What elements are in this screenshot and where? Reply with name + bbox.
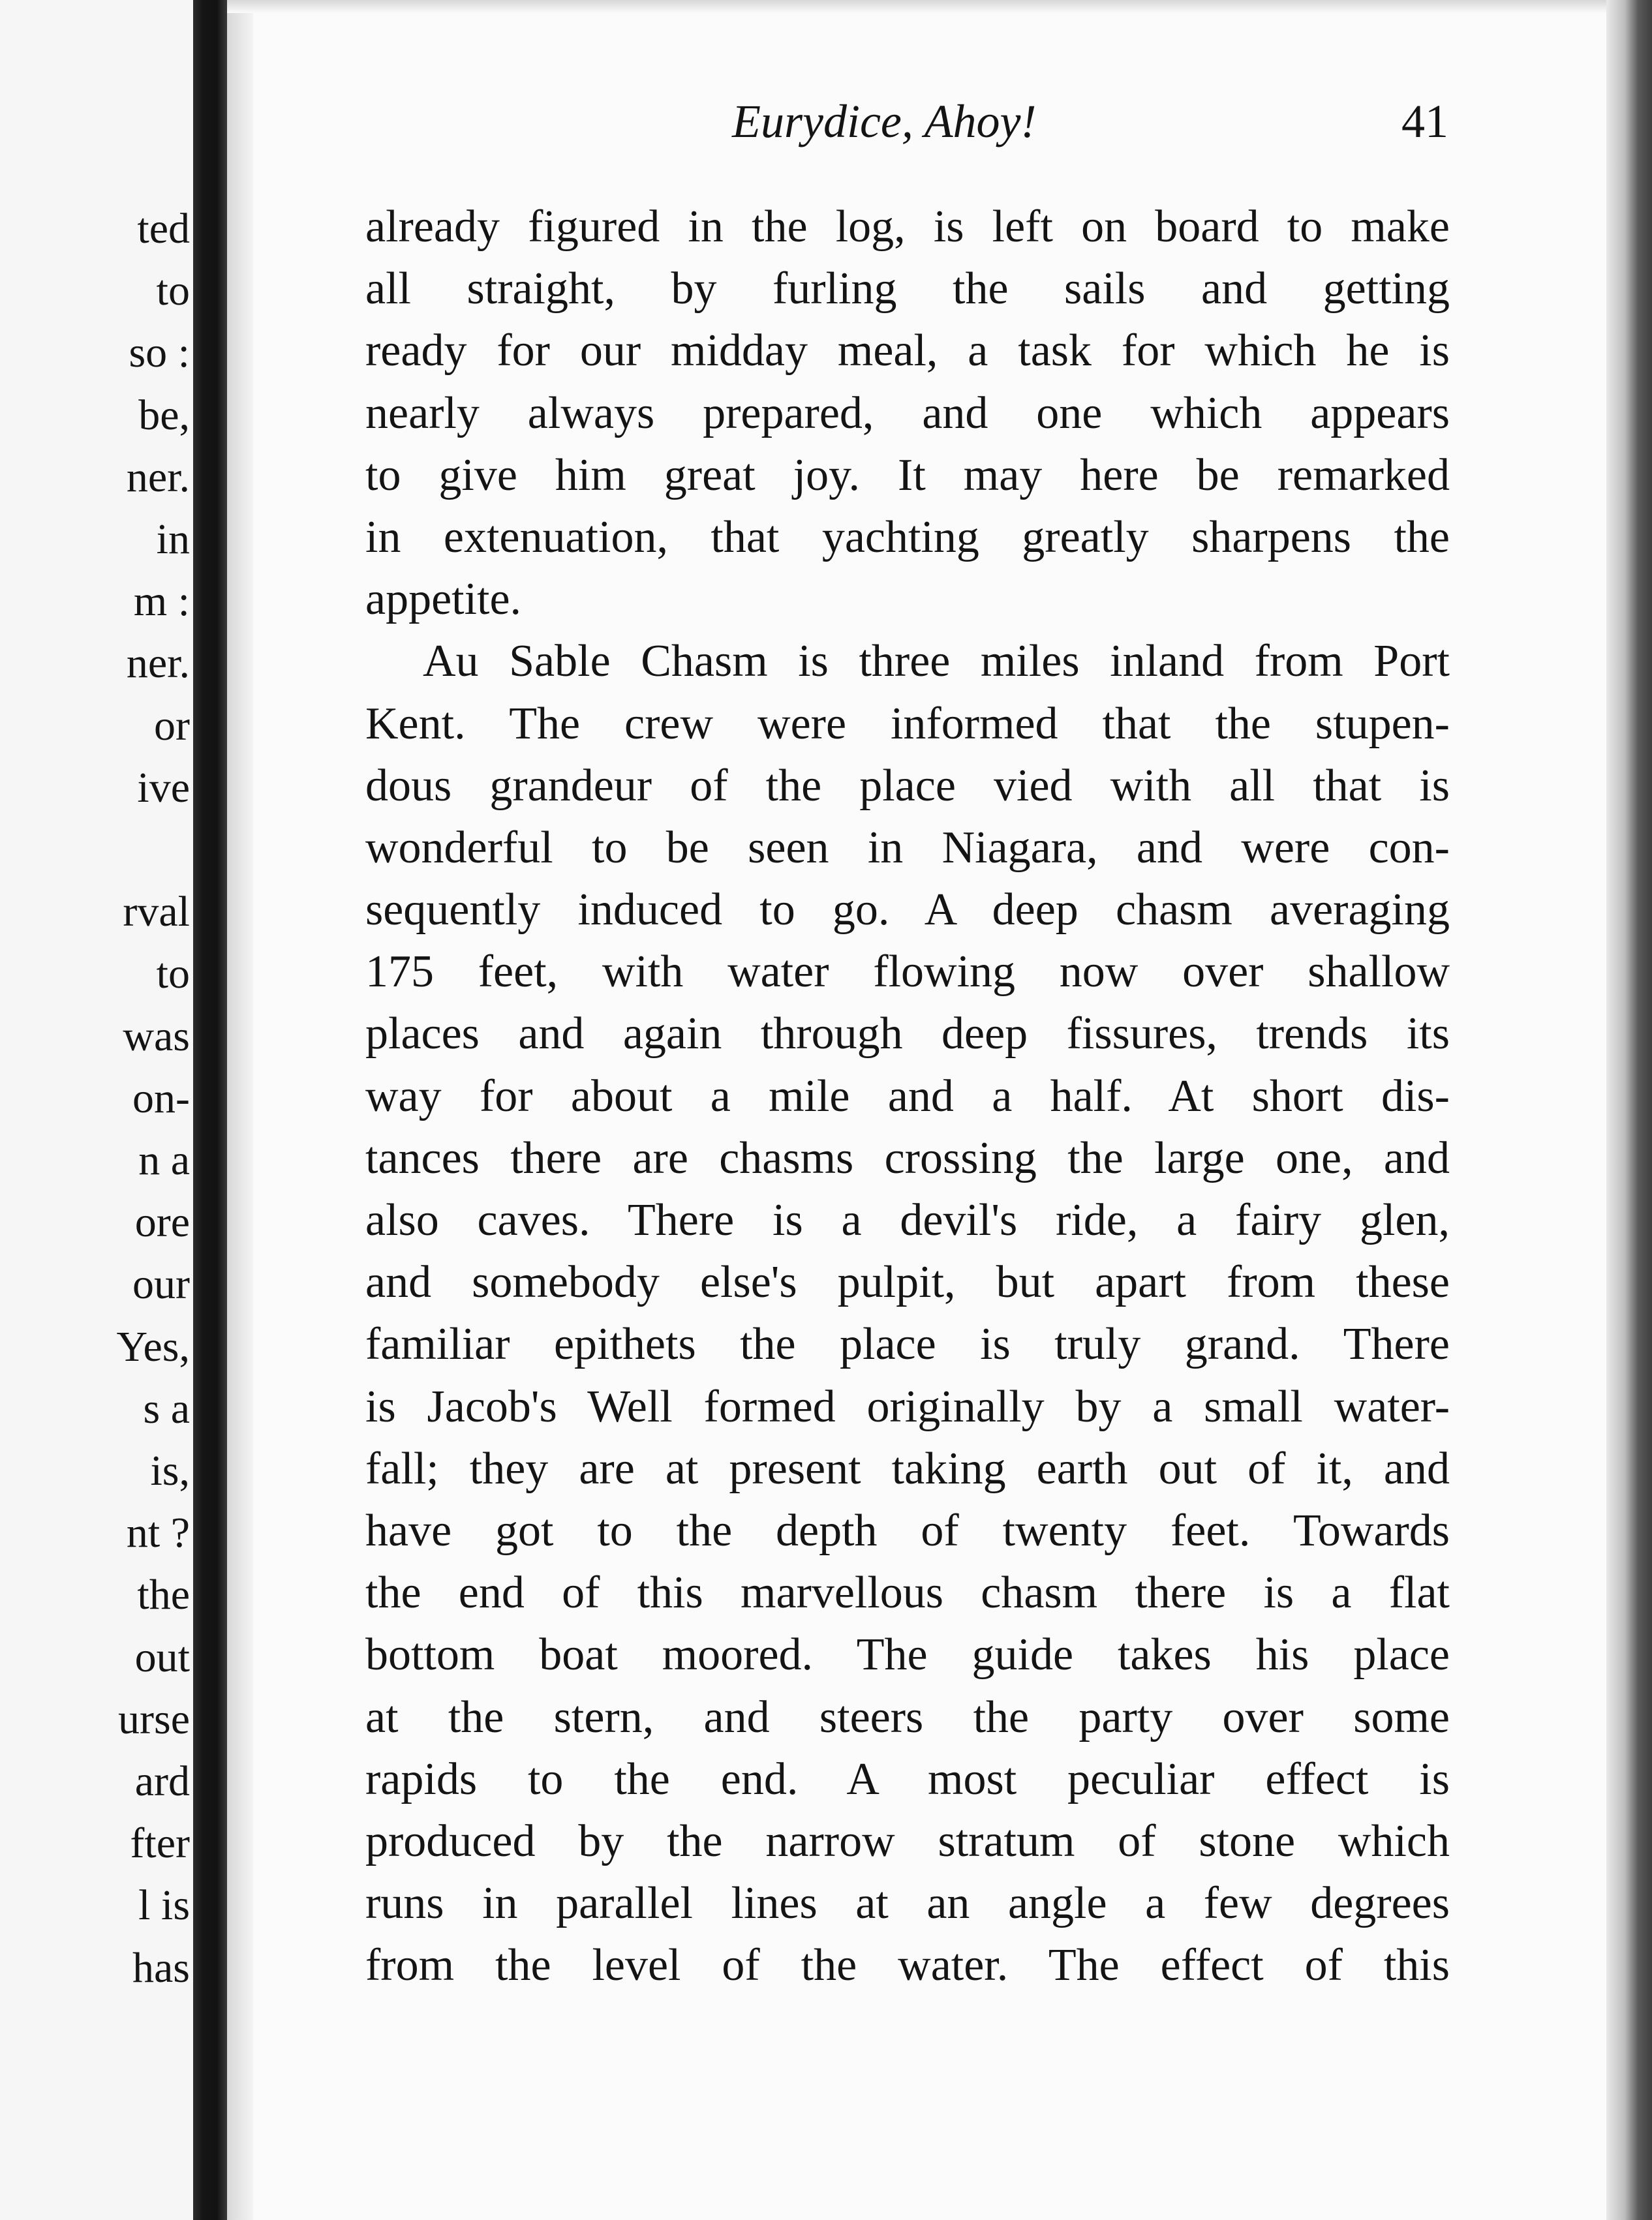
text-line: places and again through deep fissures, trends its bbox=[365, 1009, 1450, 1059]
left-page-line-fragment: the bbox=[137, 1571, 190, 1619]
left-page-line-fragment: rval bbox=[123, 888, 190, 936]
text-line: familiar epithets the place is truly grand. There bbox=[365, 1319, 1450, 1370]
text-line: dous grandeur of the place vied with all that is bbox=[365, 760, 1450, 811]
text-line: already figured in the log, is left on board to make bbox=[365, 202, 1450, 252]
left-page-line-fragment: s a bbox=[143, 1384, 190, 1433]
text-line: fall; they are at present taking earth out of it, and bbox=[365, 1443, 1450, 1494]
page-top-edge bbox=[227, 0, 1606, 13]
left-page-line-fragment: has bbox=[132, 1943, 190, 1992]
left-page-line-fragment: to bbox=[156, 267, 190, 315]
text-line: appetite. bbox=[365, 574, 522, 625]
gutter-fade bbox=[227, 0, 253, 2220]
text-line: tances there are chasms crossing the large one, and bbox=[365, 1133, 1450, 1183]
page-number: 41 bbox=[1401, 95, 1448, 147]
left-page-line-fragment: on- bbox=[132, 1074, 190, 1122]
left-page-line-fragment: urse bbox=[118, 1695, 190, 1743]
left-page-line-fragment: l is bbox=[138, 1881, 190, 1930]
left-facing-page-fragment bbox=[0, 0, 193, 2220]
body-text bbox=[365, 196, 1450, 1996]
left-page-line-fragment: was bbox=[123, 1012, 190, 1060]
left-page-line-fragment: to bbox=[156, 950, 190, 998]
left-page-line-fragment: ore bbox=[134, 1198, 190, 1247]
left-page-line-fragment: n a bbox=[138, 1136, 190, 1184]
binding-gutter-shadow bbox=[193, 0, 227, 2220]
text-line: in extenuation, that yachting greatly sharpens the bbox=[365, 511, 1450, 562]
left-page-line-fragment: m : bbox=[133, 577, 190, 626]
text-line: runs in parallel lines at an angle a few degrees bbox=[365, 1878, 1450, 1929]
left-page-line-fragment: nt ? bbox=[126, 1509, 190, 1557]
page-right-edge bbox=[1606, 0, 1652, 2220]
left-page-line-fragment: is, bbox=[150, 1447, 190, 1495]
text-line: 175 feet, with water flowing now over shallow bbox=[365, 947, 1450, 997]
left-page-line-fragment: out bbox=[134, 1633, 190, 1681]
running-head-title: Eurydice, Ahoy! bbox=[732, 95, 1037, 147]
text-line: nearly always prepared, and one which appears bbox=[365, 388, 1450, 438]
text-line: sequently induced to go. A deep chasm averaging bbox=[365, 885, 1450, 935]
text-line: wonderful to be seen in Niagara, and were con- bbox=[365, 822, 1450, 873]
running-head bbox=[365, 91, 1448, 157]
text-line: and somebody else's pulpit, but apart from these bbox=[365, 1257, 1450, 1308]
text-line: rapids to the end. A most peculiar effect is bbox=[365, 1754, 1450, 1804]
left-page-line-fragment: in bbox=[156, 515, 190, 563]
text-line: bottom boat moored. The guide takes his place bbox=[365, 1630, 1450, 1680]
text-line: from the level of the water. The effect of this bbox=[365, 1940, 1450, 1991]
text-line: also caves. There is a devil's ride, a fairy glen, bbox=[365, 1195, 1450, 1245]
left-page-line-fragment: ive bbox=[137, 763, 190, 812]
text-line: to give him great joy. It may here be remarked bbox=[365, 449, 1450, 500]
text-line: way for about a mile and a half. At short dis- bbox=[365, 1071, 1450, 1121]
left-page-line-fragment: or bbox=[154, 701, 190, 750]
left-page-line-fragment: fter bbox=[130, 1819, 190, 1868]
text-line: produced by the narrow stratum of stone which bbox=[365, 1816, 1450, 1866]
left-page-line-fragment: our bbox=[132, 1260, 190, 1309]
text-line: all straight, by furling the sails and getting bbox=[365, 264, 1450, 314]
left-page-line-fragment: so : bbox=[129, 329, 190, 377]
left-page-line-fragment: ner. bbox=[126, 639, 190, 688]
text-line: the end of this marvellous chasm there is a flat bbox=[365, 1568, 1450, 1619]
left-page-line-fragment: be, bbox=[138, 391, 190, 439]
text-line: ready for our midday meal, a task for which he is bbox=[365, 326, 1450, 376]
text-line: is Jacob's Well formed originally by a small water- bbox=[365, 1381, 1450, 1432]
text-line: at the stern, and steers the party over some bbox=[365, 1692, 1450, 1742]
left-page-line-fragment: ted bbox=[137, 205, 190, 252]
left-page-line-fragment: ner. bbox=[126, 453, 190, 501]
left-page-line-fragment: ard bbox=[134, 1757, 190, 1805]
text-line: Kent. The crew were informed that the stupen- bbox=[365, 698, 1450, 749]
left-page-line-fragment: Yes, bbox=[116, 1322, 190, 1371]
text-line: have got to the depth of twenty feet. Towards bbox=[365, 1505, 1450, 1556]
paragraph-first-line: Au Sable Chasm is three miles inland from Port bbox=[423, 636, 1450, 687]
